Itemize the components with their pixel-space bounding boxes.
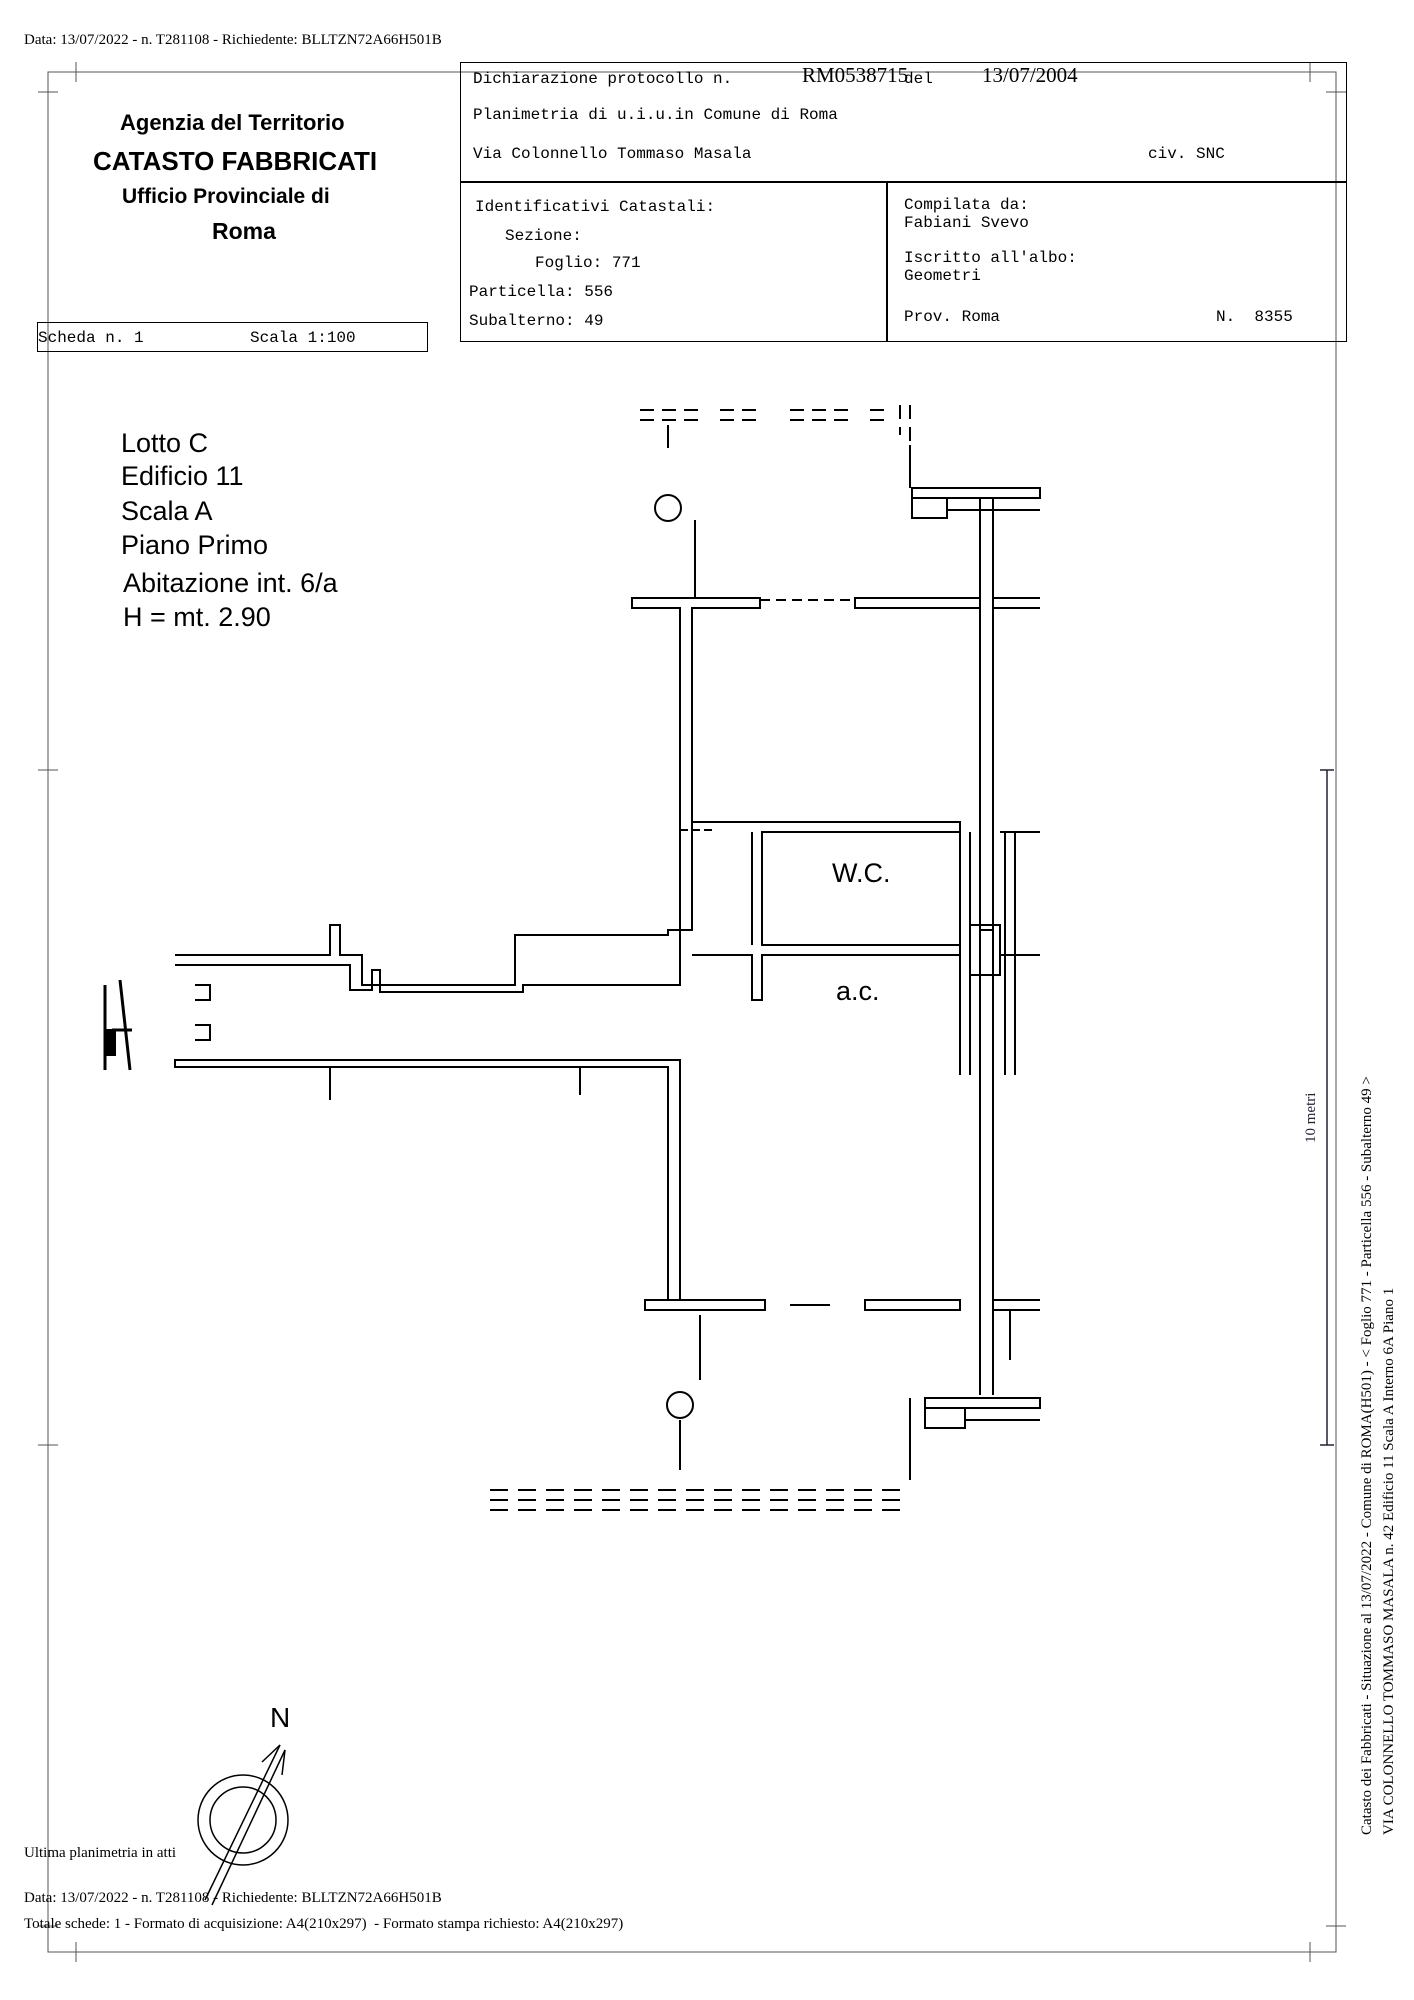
side-address-line: VIA COLONNELLO TOMMASO MASALA n. 42 Edificio 11 Scala A Interno 6A Piano 1: [1381, 1287, 1397, 1835]
room-ac-label: a.c.: [836, 976, 880, 1006]
sezione-field: Sezione:: [505, 227, 582, 245]
compilata-name: Fabiani Svevo: [904, 214, 1029, 232]
albo-value: Geometri: [904, 267, 981, 285]
scala-ratio: Scala 1:100: [250, 329, 356, 347]
agency-name: Agenzia del Territorio: [120, 110, 345, 135]
height-label: H = mt. 2.90: [123, 602, 271, 632]
protocol-date: 13/07/2004: [982, 63, 1078, 87]
office-line: Ufficio Provinciale di: [122, 185, 330, 208]
footer-formato-line: Totale schede: 1 - Formato di acquisizione: A4(210x297) - Formato stampa richiesto: A4(210x297): [24, 1916, 624, 1932]
abitazione-label: Abitazione int. 6/a: [123, 568, 338, 598]
side-situation-line: Catasto dei Fabbricati - Situazione al 13/07/2022 - Comune di ROMA(H501) - < Foglio 771 - Particella 556 - Subalterno 49 >: [1359, 1076, 1375, 1835]
room-wc-label: W.C.: [832, 858, 891, 888]
edificio-label: Edificio 11: [121, 461, 244, 491]
civic-number: civ. SNC: [1148, 145, 1225, 163]
del-label: del: [904, 70, 933, 88]
ultima-planimetria: Ultima planimetria in atti: [24, 1845, 177, 1861]
scale-bar-label: 10 metri: [1303, 1092, 1319, 1143]
footer-request-line: Data: 13/07/2022 - n. T281108 - Richiedente: BLLTZN72A66H501B: [24, 1890, 442, 1906]
scheda-number: Scheda n. 1: [38, 329, 144, 347]
office-city: Roma: [212, 218, 276, 244]
foglio-field: Foglio: 771: [535, 254, 641, 272]
piano-label: Piano Primo: [121, 530, 269, 560]
catasto-title: CATASTO FABBRICATI: [93, 146, 378, 176]
protocol-number: RM0538715: [802, 63, 909, 87]
iscritto-label: Iscritto all'albo:: [904, 249, 1077, 267]
albo-number: N. 8355: [1216, 308, 1293, 326]
dichiarazione-label: Dichiarazione protocollo n.: [473, 70, 733, 88]
address-line: Via Colonnello Tommaso Masala: [473, 145, 752, 163]
subalterno-field: Subalterno: 49: [469, 312, 604, 330]
scala-label: Scala A: [121, 496, 213, 526]
particella-field: Particella: 556: [469, 283, 614, 301]
prov-field: Prov. Roma: [904, 308, 1001, 326]
top-request-line: Data: 13/07/2022 - n. T281108 - Richiedente: BLLTZN72A66H501B: [24, 32, 442, 48]
planimetria-line: Planimetria di u.i.u.in Comune di Roma: [473, 106, 838, 124]
lotto-label: Lotto C: [121, 428, 209, 458]
north-label: N: [270, 1702, 291, 1733]
compilata-label: Compilata da:: [904, 196, 1029, 214]
identificativi-title: Identificativi Catastali:: [475, 198, 716, 216]
